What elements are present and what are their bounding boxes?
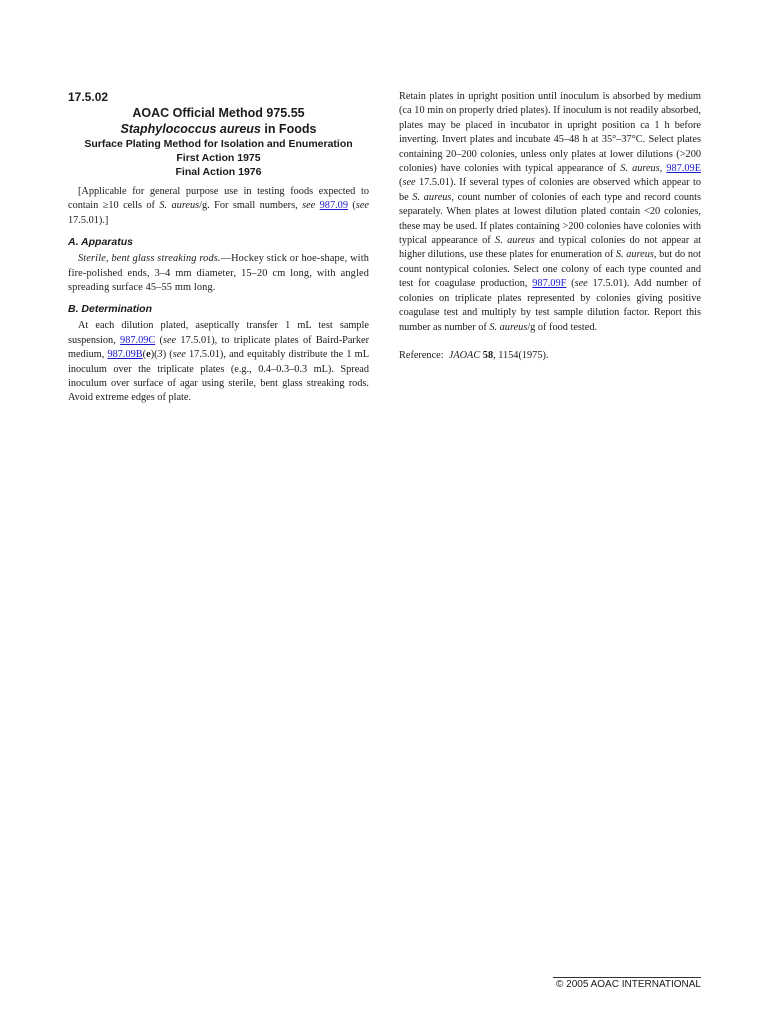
- apparatus-paragraph: Sterile, bent glass streaking rods.—Hockey stick or hoe-shape, with fire-polished ends, 3–4 mm diameter, 15–20 cm long, with angled spreading surface 45–55 mm long.: [68, 253, 369, 294]
- left-column: [68, 90, 369, 406]
- link-987-09b[interactable]: 987.09B: [107, 349, 143, 361]
- apparatus-heading: A. Apparatus: [68, 236, 133, 249]
- incubation-paragraph: Retain plates in upright position until inoculum is absorbed by medium (ca 10 min on properly dried plates). If inoculum is not readily absorbed, plates may be placed in incubator in upright position ca 1 h before inverting. Invert plates and incubate 45–48 h at 35°–37°C. Select plates containing 20–200 colonies, unless only plates at lower dilutions (>200 colonies) have colonies with typical appearance of S. aureus, 987.09E (see 17.5.01). If several types of colonies are observed which appear to be S. aureus, count number of colonies of each type and record counts separately. When plates at lowest dilution plated contain <20 colonies, these may be used. If plates containing >200 colonies have colonies with typical appearance of S. aureus and typical colonies do not appear at higher dilutions, use these plates for enumeration of S. aureus, but do not count nontypical colonies. Select one colony of each type counted and test for coagulase production, 987.09F (see 17.5.01). Add number of colonies on triplicate plates represented by colonies giving positive coagulase test and multiply by test sample dilution factor. Report this number as number of S. aureus/g of food tested.: [399, 91, 702, 333]
- final-action: Final Action 1976: [175, 166, 262, 178]
- method-title: AOAC Official Method 975.55: [132, 106, 305, 120]
- method-title-block: [68, 105, 369, 179]
- applicability-paragraph: [Applicable for general purpose use in testing foods expected to contain ≥10 cells of S. aureus/g. For small numbers, see 987.09 (see 17.5.01).]: [68, 186, 369, 226]
- right-column: [399, 90, 701, 363]
- method-subtitle: Surface Plating Method for Isolation and Enumeration: [84, 138, 353, 150]
- reference-line: Reference: JAOAC 58, 1154(1975).: [399, 349, 549, 361]
- link-987-09e[interactable]: 987.09E: [666, 163, 701, 175]
- determination-heading: B. Determination: [68, 303, 153, 316]
- link-987-09f[interactable]: 987.09F: [532, 278, 567, 290]
- link-987-09[interactable]: 987.09: [319, 200, 348, 212]
- first-action: First Action 1975: [176, 152, 261, 164]
- determination-paragraph: At each dilution plated, aseptically transfer 1 mL test sample suspension, 987.09C (see 17.5.01), to triplicate plates of Baird-Parker medium, 987.09B(e)(3) (see 17.5.01), and equitably distribute the 1 mL inoculum over the triplicate plates (e.g., 0.4–0.3–0.3 mL). Spread inoculum over surface of agar using sterile, bent glass streaking rods. Avoid extreme edges of plate.: [68, 320, 369, 404]
- section-number: 17.5.02: [68, 90, 109, 104]
- method-subject: Staphylococcus aureus in Foods: [120, 122, 317, 136]
- link-987-09c[interactable]: 987.09C: [120, 334, 156, 346]
- copyright-footer: © 2005 AOAC INTERNATIONAL: [553, 977, 701, 990]
